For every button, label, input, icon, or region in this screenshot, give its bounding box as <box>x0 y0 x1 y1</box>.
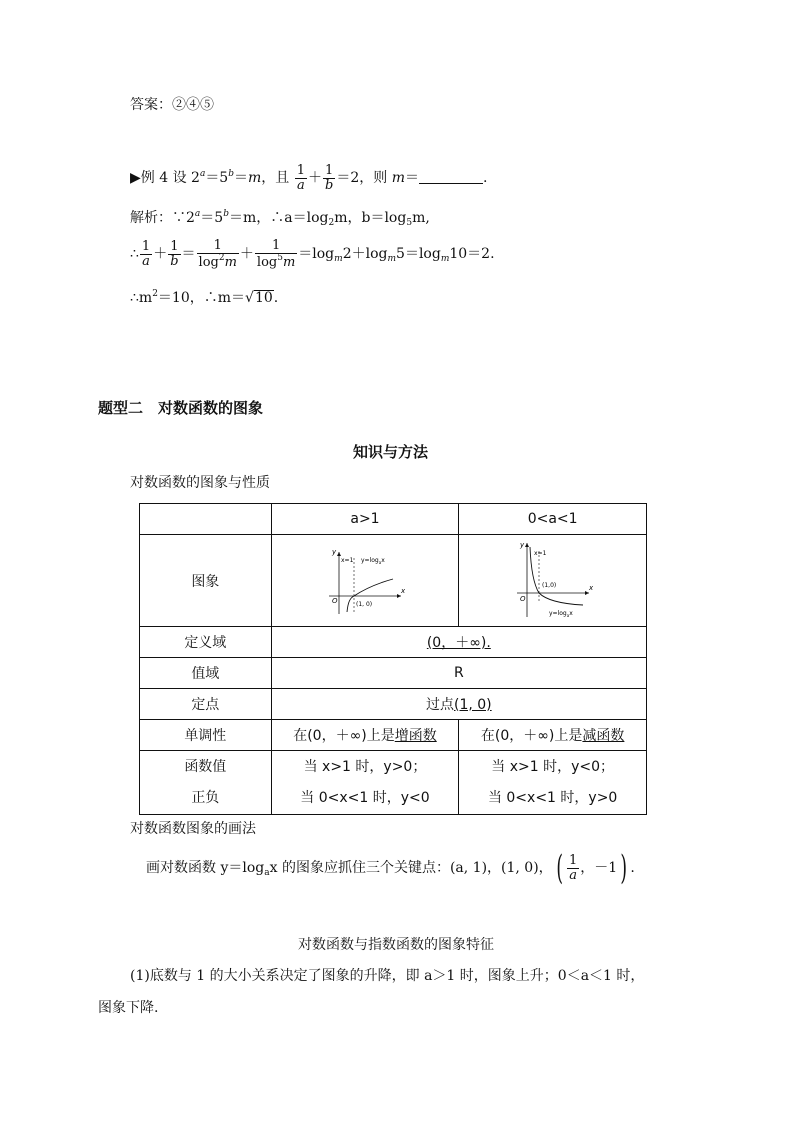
frac-1a <box>140 240 152 268</box>
l3-rest: ＝10，∴m＝ <box>157 290 246 306</box>
draw-text2: x 的图象应抓住三个关键点：(a, 1)，(1, 0)， <box>269 860 553 876</box>
curve-x: x <box>381 556 385 564</box>
num: 1 <box>168 240 180 255</box>
frac-1-over-a-point <box>567 854 579 882</box>
solution-line-3: $\therefore m^2=10$，∴m＝√10. <box>130 289 279 306</box>
sub-m: m <box>334 254 343 264</box>
graph-gt-1 <box>271 535 459 627</box>
paren-close: ) <box>620 848 628 888</box>
sup: 2 <box>218 252 225 263</box>
den: b <box>325 177 334 193</box>
eq2: ＝ <box>234 170 248 186</box>
table-row <box>140 658 647 689</box>
mono-l-prefix: 在(0，＋∞)上是 <box>293 728 395 744</box>
draw-text: 画对数函数 y＝log <box>146 860 265 876</box>
sign-1: 函数值 <box>184 758 227 775</box>
features-para-line2: 图象下降. <box>98 1000 159 1016</box>
m: m <box>224 254 237 270</box>
graph-lt-1 <box>459 535 647 627</box>
end: . <box>483 170 488 186</box>
plus: ＋ <box>308 170 323 186</box>
range-value: R <box>271 658 646 689</box>
mono-gt-1 <box>271 720 459 751</box>
fixed-point-value <box>271 689 646 720</box>
properties-table <box>139 503 647 815</box>
plus2: ＋ <box>239 246 254 262</box>
mono-r-val: 减函数 <box>582 728 625 744</box>
sup2: 2 <box>152 289 158 299</box>
curve-sub: a <box>566 612 569 618</box>
l3-end: . <box>273 290 279 306</box>
sol1-end: m, <box>412 210 430 226</box>
num: 1 <box>197 239 239 254</box>
sign-gt-1 <box>271 751 459 815</box>
drawing-text <box>146 848 635 893</box>
table-caption: 对数函数的图象与性质 <box>130 475 270 491</box>
frac-1-over-a <box>295 164 307 192</box>
plus: ＋ <box>153 246 168 262</box>
sign-lt-1 <box>459 751 647 815</box>
section-subtitle: 知识与方法 <box>353 443 429 461</box>
sol1-rest: ＝5 <box>200 210 224 226</box>
sub-2: 2 <box>328 218 335 228</box>
rest: ＝log <box>298 246 335 262</box>
var-m: m <box>248 170 262 186</box>
solution-line-2: ∴ $\frac{1}{a}$ ＋ $\frac{1}{b}$ ＝ $\frac{1}{\log^2m}$ ＋ $\frac{1}{\log^5m}$ $=\log_m2+\log_m5=\log_m10=2$. <box>130 237 495 270</box>
label-o: O <box>519 594 526 603</box>
mid: 2＋log <box>342 246 388 262</box>
lt1-l1: 当 x>1 时，y<0； <box>491 758 615 775</box>
label-y: y <box>331 547 337 556</box>
den: a <box>142 253 150 269</box>
mono-r-prefix: 在(0，＋∞)上是 <box>480 728 583 744</box>
exp-b: b <box>228 169 234 179</box>
therefore: ∴ <box>130 246 139 262</box>
table-row <box>140 627 647 658</box>
paren-open: ( <box>555 848 563 888</box>
table-row <box>140 504 647 535</box>
answer-label: 答案： <box>130 97 172 113</box>
label-y: y <box>519 540 524 549</box>
num: 1 <box>255 239 297 254</box>
sup-a: a <box>194 209 201 219</box>
log-graph-increasing <box>325 546 405 616</box>
eq1: ＝5 <box>205 170 229 186</box>
var-m-2: m <box>391 170 405 186</box>
label-pt: (1,0) <box>541 581 556 589</box>
gt1-l2: 当 0<x<1 时，y<0 <box>300 789 430 806</box>
features-title: 对数函数与指数函数的图象特征 <box>298 937 494 953</box>
log: log <box>198 254 219 270</box>
drawing-caption: 对数函数图象的画法 <box>130 821 256 837</box>
row-range: 值域 <box>140 658 272 689</box>
sign-2: 正负 <box>191 789 220 806</box>
label-x1: x=1 <box>340 556 354 564</box>
solution-line-1 <box>130 207 430 228</box>
draw-end: . <box>630 860 635 876</box>
domain-val: (0，＋∞). <box>426 635 491 651</box>
fp-val: (1, 0) <box>454 697 492 713</box>
sup-b: b <box>223 209 229 219</box>
frac-1-over-b <box>323 164 335 192</box>
curve-label <box>361 557 385 565</box>
sol1-prefix: 解析：∵2 <box>130 210 195 226</box>
col-a-lt-1: 0<a<1 <box>459 504 647 535</box>
example-marker: ▶例 4 设 2 <box>130 170 200 186</box>
features-para-line1: (1)底数与 1 的大小关系决定了图象的升降，即 a＞1 时，图象上升；0＜a＜1 时， <box>130 968 645 984</box>
mono-l-val: 增函数 <box>394 728 437 744</box>
den <box>255 254 297 270</box>
table-row <box>140 535 647 627</box>
num: 1 <box>296 162 306 178</box>
m: m <box>282 254 296 270</box>
sub-5: 5 <box>406 218 413 228</box>
lt1-l2: 当 0<x<1 时，y>0 <box>487 789 618 806</box>
table-row <box>140 720 647 751</box>
row-graph: 图象 <box>140 535 272 627</box>
l3: ∴m <box>130 290 153 306</box>
num: 1 <box>323 164 335 179</box>
sup: 5 <box>277 252 283 263</box>
table-row <box>140 689 647 720</box>
curve-l: y=log <box>548 609 567 617</box>
row-mono: 单调性 <box>140 720 272 751</box>
end: 10＝2. <box>449 246 495 262</box>
and-text: ，且 <box>261 170 290 186</box>
num: 1 <box>141 238 151 254</box>
sol1-mid: ＝m，∴a＝log <box>228 210 329 226</box>
sqrt-10: 10 <box>254 290 273 306</box>
empty-cell <box>140 504 272 535</box>
label-x1: x=1 <box>533 549 547 557</box>
mid2: 5＝log <box>396 246 441 262</box>
num: 1 <box>568 852 578 868</box>
exp-a: a <box>199 169 206 179</box>
den: b <box>170 253 179 269</box>
label-x: x <box>588 583 593 592</box>
den: a <box>569 867 577 883</box>
frac-1-log2m <box>197 239 239 269</box>
label-pt: (1, 0) <box>355 600 373 608</box>
label-x: x <box>400 586 405 595</box>
den <box>197 254 239 270</box>
mono-lt-1 <box>459 720 647 751</box>
frac-1-log5m <box>255 239 297 269</box>
label-o: O <box>331 596 338 605</box>
fp-prefix: 过点 <box>426 697 454 713</box>
row-domain: 定义域 <box>140 627 272 658</box>
domain-value <box>271 627 646 658</box>
section-title: 题型二 对数函数的图象 <box>98 399 264 417</box>
curve-l: y=log <box>360 556 379 564</box>
answer-value: ②④⑤ <box>172 97 214 113</box>
frac-1b <box>168 240 180 268</box>
draw-tail: ，－1 <box>580 860 618 876</box>
log: log <box>256 254 278 270</box>
sub-m3: m <box>440 254 450 264</box>
sol1-m: m，b＝log <box>334 210 407 226</box>
row-fixed-point: 定点 <box>140 689 272 720</box>
den: a <box>296 177 305 193</box>
example-4: ▶例 4 设 $2^a=5^b=m$，且 $\frac{1}{a}$ ＋ $\frac{1}{b}$ ＝2，则 m＝ . <box>130 162 488 193</box>
curve-sub: a <box>378 559 382 565</box>
curve-x: x <box>568 609 573 617</box>
log-graph-decreasing <box>513 541 593 621</box>
gt1-l1: 当 x>1 时，y>0； <box>303 758 427 775</box>
curve-label <box>549 610 573 618</box>
answer-blank[interactable] <box>419 171 483 184</box>
row-sign <box>140 751 272 815</box>
sub-m2: m <box>387 254 397 264</box>
col-a-gt-1: a>1 <box>271 504 459 535</box>
answer-line <box>130 94 214 114</box>
table-row <box>140 751 647 815</box>
eq-two: ＝2，则 <box>336 170 388 186</box>
draw-sub: a <box>264 868 270 878</box>
